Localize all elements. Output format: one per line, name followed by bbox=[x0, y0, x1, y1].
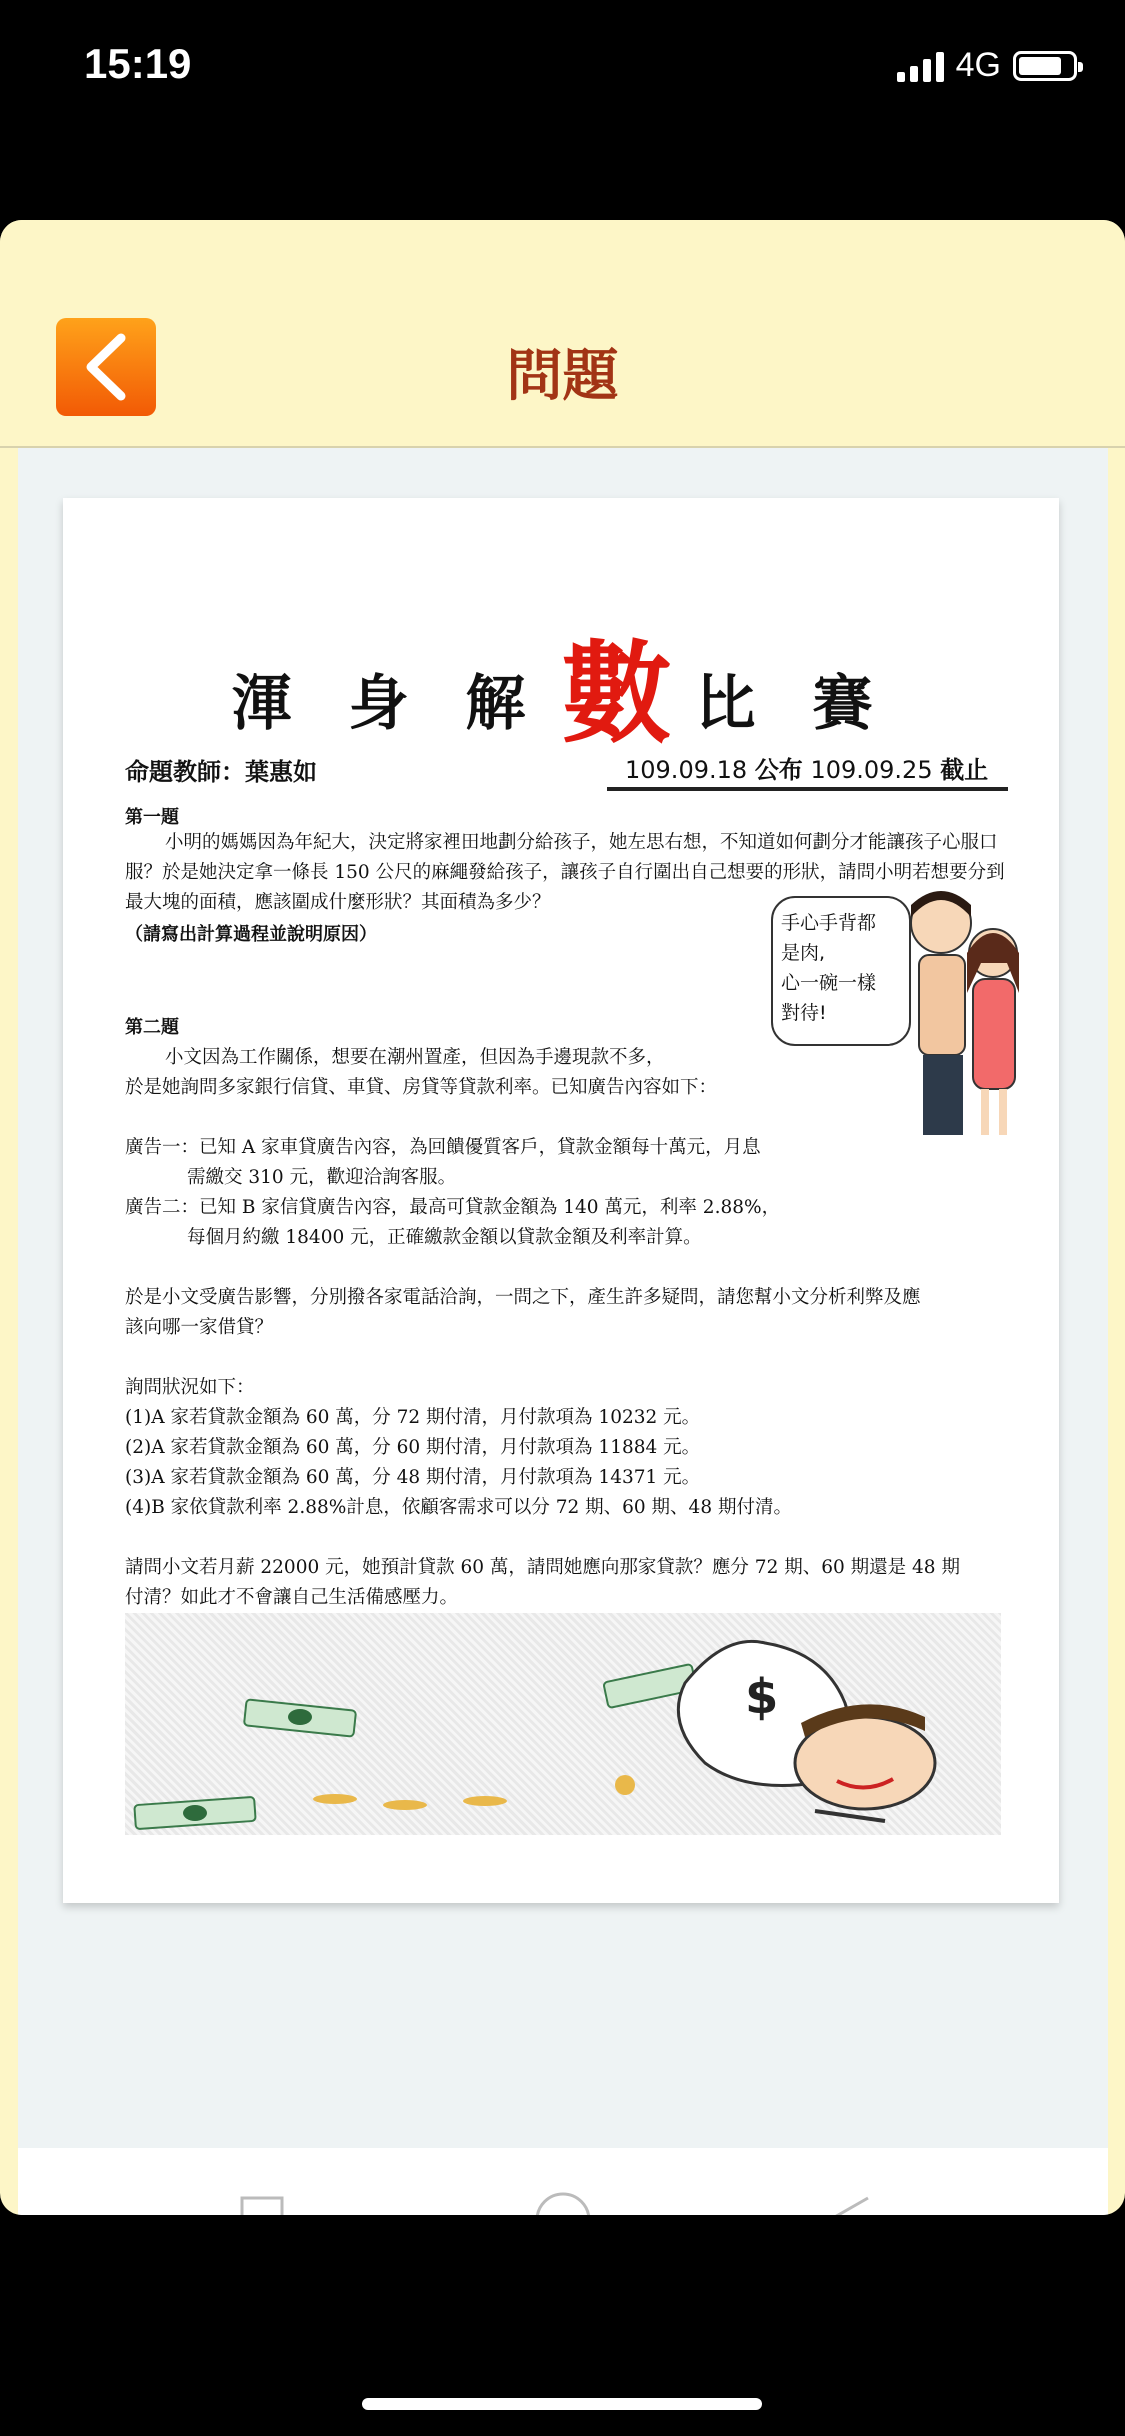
publish-date: 109.09.18 bbox=[625, 756, 748, 784]
ad2-line: 廣告二：已知 B 家信貸廣告內容，最高可貸款金額為 140 萬元，利率 2.88%， bbox=[125, 1197, 781, 1218]
nav-icons bbox=[18, 2148, 1108, 2215]
battery-icon bbox=[1013, 51, 1077, 81]
ad2-line: 每個月約繳 18400 元，正確繳款金額以貸款金額及利率計算。 bbox=[187, 1227, 702, 1248]
app-window bbox=[0, 220, 1125, 2215]
bubble-line: 是肉, bbox=[781, 942, 826, 964]
ad1-line: 需繳交 310 元，歡迎洽詢客服。 bbox=[187, 1167, 457, 1188]
q2-heading: 第二題 bbox=[125, 1017, 179, 1038]
speech-bubble bbox=[771, 896, 911, 1046]
date-range bbox=[607, 750, 1008, 791]
signal-icon bbox=[897, 50, 944, 82]
network-label: 4G bbox=[955, 46, 1001, 84]
android-nav-bar bbox=[18, 2148, 1108, 2215]
bubble-line: 手心手背都 bbox=[781, 912, 877, 934]
couple-illustration bbox=[901, 883, 1029, 1141]
doc-title-part2: 比 賽 bbox=[695, 669, 891, 739]
q1-text-content: 小明的媽媽因為年紀大，決定將家裡田地劃分給孩子，她左思右想，不知道如何劃分才能讓孩子心服口服？於是她決定拿一條長 150 公尺的麻繩發給孩子，讓孩子自行圍出自己想要的形狀，請問小明若想要分到最大塊的面積，應該圍成什麼形狀？其面積為多少？ bbox=[125, 832, 1005, 913]
publish-label: 公布 bbox=[754, 756, 803, 784]
final-line: 請問小文若月薪 22000 元，她預計貸款 60 萬，請問她應向那家貸款？應分 72 期、60 期還是 48 期 bbox=[125, 1557, 960, 1578]
q1-heading: 第一題 bbox=[125, 807, 179, 828]
inquiry-heading: 詢問狀況如下： bbox=[125, 1377, 255, 1398]
inquiry-item: (3)A 家若貸款金額為 60 萬，分 48 期付清，月付款項為 14371 元。 bbox=[125, 1467, 701, 1488]
home-icon[interactable] bbox=[537, 2194, 589, 2215]
app-header bbox=[0, 220, 1125, 448]
home-indicator[interactable] bbox=[362, 2398, 762, 2410]
question-document bbox=[63, 498, 1059, 1903]
deadline-label: 截止 bbox=[940, 756, 989, 784]
deadline-date: 109.09.25 bbox=[810, 756, 933, 784]
teacher-label: 命題教師：葉惠如 bbox=[125, 758, 317, 786]
page-title: 問題 bbox=[506, 344, 619, 409]
doc-title-big: 數 bbox=[561, 629, 678, 758]
para3-line: 該向哪一家借貸？ bbox=[125, 1317, 274, 1338]
q2-line: 小文因為工作關係，想要在潮州置產，但因為手邊現款不多， bbox=[165, 1047, 665, 1068]
doc-title-part1: 渾 身 解 bbox=[231, 669, 544, 739]
money-banner-illustration bbox=[125, 1613, 1001, 1835]
ad1-line: 廣告一：已知 A 家車貸廣告內容，為回饋優質客戶，貸款金額每十萬元，月息 bbox=[125, 1137, 761, 1158]
bubble-line: 心一碗一樣 bbox=[781, 972, 877, 994]
inquiry-item: (1)A 家若貸款金額為 60 萬，分 72 期付清，月付款項為 10232 元。 bbox=[125, 1407, 701, 1428]
para3-line: 於是小文受廣告影響，分別撥各家電話洽詢，一問之下，產生許多疑問，請您幫小文分析利弊及應 bbox=[125, 1287, 921, 1308]
q1-note: （請寫出計算過程並說明原因） bbox=[125, 924, 377, 945]
bubble-line: 對待! bbox=[781, 1002, 827, 1024]
inquiry-item: (2)A 家若貸款金額為 60 萬，分 60 期付清，月付款項為 11884 元。 bbox=[125, 1437, 701, 1458]
content-area[interactable] bbox=[18, 448, 1108, 2148]
status-time: 15:19 bbox=[84, 40, 192, 87]
inquiry-item: (4)B 家依貸款利率 2.88%計息，依顧客需求可以分 72 期、60 期、48 期付清。 bbox=[125, 1497, 792, 1518]
svg-text:$: $ bbox=[745, 1669, 779, 1725]
status-bar bbox=[0, 0, 1125, 140]
recent-apps-icon[interactable] bbox=[242, 2198, 282, 2215]
doc-title bbox=[63, 598, 1059, 756]
final-line: 付清？如此才不會讓自己生活備感壓力。 bbox=[125, 1587, 459, 1608]
money-icon bbox=[125, 1613, 1001, 1835]
q2-line: 於是她詢問多家銀行信貸、車貸、房貸等貸款利率。已知廣告內容如下： bbox=[125, 1077, 718, 1098]
status-icons bbox=[897, 46, 1077, 85]
nav-back-icon[interactable] bbox=[833, 2198, 868, 2215]
